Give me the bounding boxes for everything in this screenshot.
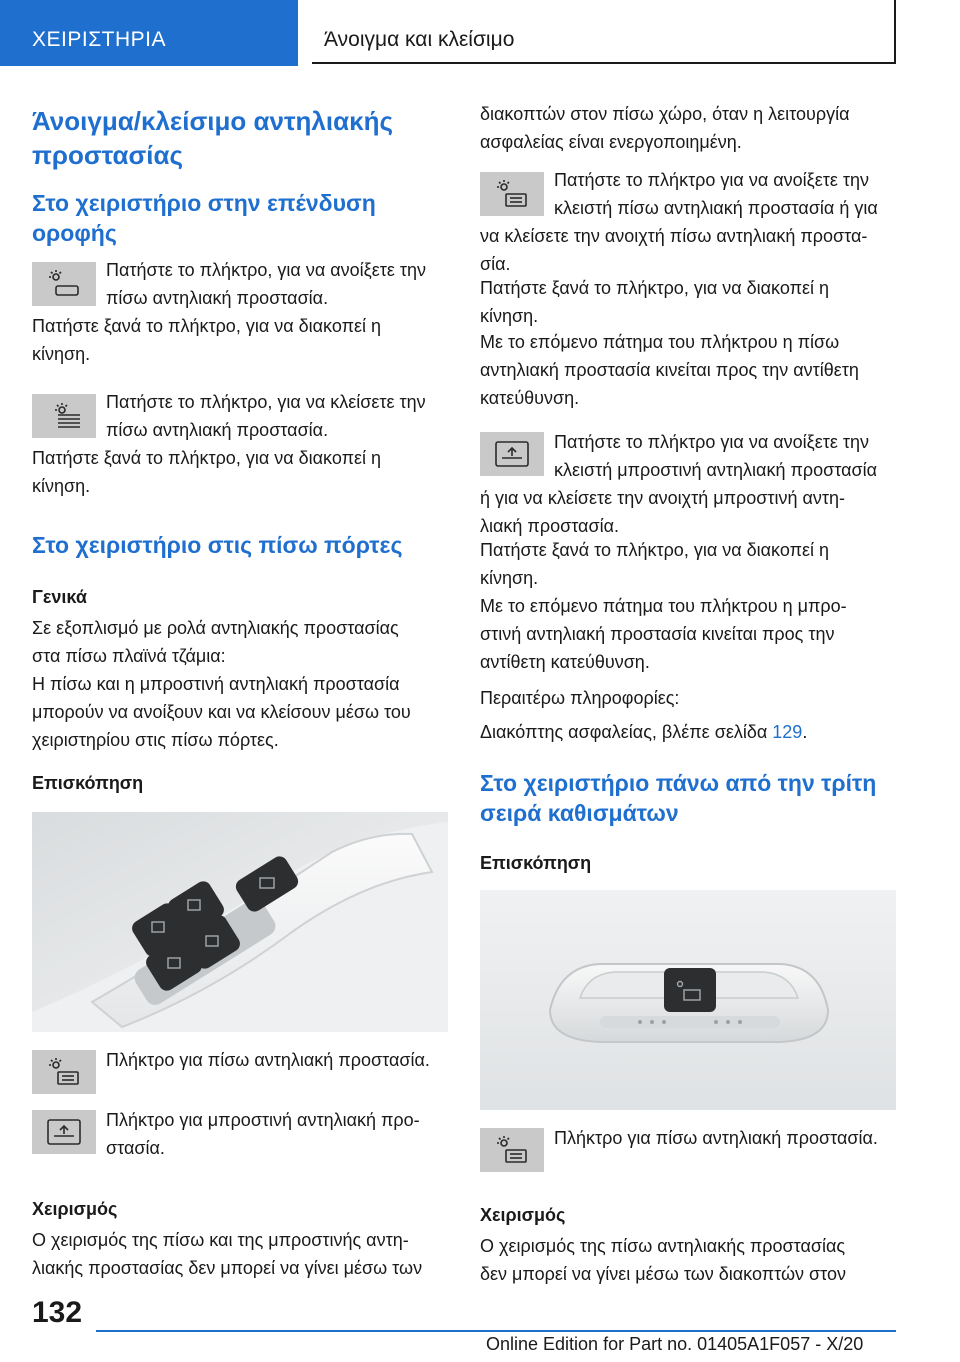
rear-toggle-instruction-cont: να κλείσετε την ανοιχτή πίσω αντηλιακή προστα- σία. (480, 226, 868, 274)
stop-instruction-4: Πατήστε ξανά το πλήκτρο, για να διακοπεί η κίνηση. (480, 540, 830, 588)
stop-instruction-1: Πατήστε ξανά το πλήκτρο, για να διακοπεί η κίνηση. (32, 316, 382, 364)
front-sunblind-key-icon (32, 1110, 96, 1154)
rear-sunblind-key-icon-right (480, 1128, 544, 1172)
edition-footer: Online Edition for Part no. 01405A1F057 - X/20 (486, 1334, 864, 1354)
section-heading-roof: Στο χειριστήριο στην επένδυση οροφής (32, 190, 376, 246)
page-title: Άνοιγμα/κλείσιμο αντηλιακής προστασίας (32, 106, 393, 170)
rear-toggle-instruction: Πατήστε το πλήκτρο για να ανοίξετε την κλειστή πίσω αντηλιακή προστασία ή για (554, 170, 878, 218)
open-instruction: Πατήστε το πλήκτρο, για να ανοίξετε την πίσω αντηλιακή προστασία. (106, 260, 427, 308)
continuation-paragraph: διακοπτών στον πίσω χώρο, όταν η λειτουργία ασφαλείας είναι ενεργοποιημένη. (480, 104, 850, 152)
safety-switch-reference: Διακόπτης ασφαλείας, βλέπε σελίδα 129. (480, 722, 808, 742)
rear-key-caption-right: Πλήκτρο για πίσω αντηλιακή προστασία. (554, 1128, 878, 1148)
front-toggle-key-icon (480, 432, 544, 476)
front-toggle-instruction-cont: ή για να κλείσετε την ανοιχτή μπροστινή αντη- λιακή προστασία. (480, 488, 846, 536)
rear-toggle-key-icon (480, 172, 544, 216)
general-paragraph-1: Σε εξοπλισμό με ρολά αντηλιακής προστασίας στα πίσω πλαϊνά τζάμια: (32, 618, 399, 666)
chapter-title: Άνοιγμα και κλείσιμο (324, 28, 515, 51)
general-paragraph-2: Η πίσω και η μπροστινή αντηλιακή προστασία μπορούν να ανοίξουν και να κλείσουν μέσω του χειριστηρίου στις πίσω πόρτες. (32, 674, 411, 750)
operation-paragraph-right: Ο χειρισμός της πίσω αντηλιακής προστασίας δεν μπορεί να γίνει μέσω των διακοπτών στον (480, 1236, 847, 1284)
close-instruction: Πατήστε το πλήκτρο, για να κλείσετε την πίσω αντηλιακή προστασία. (106, 392, 426, 440)
section-heading-third-row: Στο χειριστήριο πάνω από την τρίτη σειρά καθισμάτων (480, 770, 877, 826)
front-key-caption: Πλήκτρο για μπροστινή αντηλιακή προ- στασία. (106, 1110, 420, 1158)
general-heading: Γενικά (32, 587, 87, 607)
more-info-label: Περαιτέρω πληροφορίες: (480, 688, 680, 708)
section-tab (0, 0, 298, 66)
section-heading-doors: Στο χειριστήριο στις πίσω πόρτες (32, 532, 403, 558)
rear-sunblind-key-icon (32, 1050, 96, 1094)
rear-key-caption: Πλήκτρο για πίσω αντηλιακή προστασία. (106, 1050, 430, 1070)
door-switch-photo (32, 812, 448, 1032)
front-toggle-instruction: Πατήστε το πλήκτρο για να ανοίξετε την κλειστή μπροστινή αντηλιακή προστασία (554, 432, 878, 480)
operation-paragraph-left: Ο χειρισμός της πίσω και της μπροστινής αντη- λιακής προστασίας δεν μπορεί να γίνει μέσω των (32, 1230, 423, 1278)
chapter-tab (312, 0, 896, 64)
page-link-129[interactable]: 129 (772, 722, 803, 742)
rear-close-key-icon (32, 394, 96, 438)
stop-instruction-3: Πατήστε ξανά το πλήκτρο, για να διακοπεί η κίνηση. (480, 278, 830, 326)
section-title: ΧΕΙΡΙΣΤΗΡΙΑ (32, 28, 167, 51)
footer-divider (96, 1330, 896, 1332)
rear-open-key-icon (32, 262, 96, 306)
operation-heading-right: Χειρισμός (480, 1205, 566, 1225)
operation-heading-left: Χειρισμός (32, 1199, 118, 1219)
page-number: 132 (32, 1296, 83, 1329)
stop-instruction-2: Πατήστε ξανά το πλήκτρο, για να διακοπεί η κίνηση. (32, 448, 382, 496)
roof-console-photo (480, 890, 896, 1110)
next-press-rear: Με το επόμενο πάτημα του πλήκτρου η πίσω αντηλιακή προστασία κινείται προς την αντίθετη κατεύθυνση. (480, 332, 859, 408)
overview-heading-left: Επισκόπηση (32, 773, 144, 793)
overview-heading-right: Επισκόπηση (480, 853, 592, 873)
next-press-front: Με το επόμενο πάτημα του πλήκτρου η μπρο- στινή αντηλιακή προστασία κινείται προς την αντίθετη κατεύθυνση. (480, 596, 847, 672)
